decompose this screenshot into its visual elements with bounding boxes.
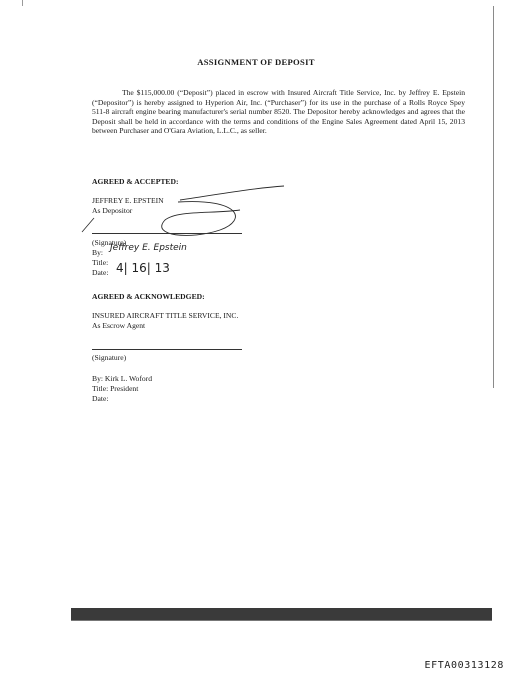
agreed-accepted-heading: AGREED & ACCEPTED: (92, 177, 179, 186)
depositor-by-label: By: (92, 248, 103, 257)
depositor-signature-line (92, 233, 242, 234)
agreed-acknowledged-heading: AGREED & ACKNOWLEDGED: (92, 292, 205, 301)
escrow-agent-name: INSURED AIRCRAFT TITLE SERVICE, INC. (92, 311, 239, 320)
depositor-by-handwritten: Jeffrey E. Epstein (110, 243, 187, 253)
escrow-agent-role: As Escrow Agent (92, 321, 146, 330)
document-id: EFTA00313128 (424, 660, 504, 671)
depositor-signature-label: (Signature) (92, 238, 127, 247)
depositor-name: JEFFREY E. EPSTEIN (92, 196, 164, 205)
scan-artifact-bar-edge (71, 620, 492, 621)
depositor-role: As Depositor (92, 206, 133, 215)
escrow-date-label: Date: (92, 394, 109, 403)
document-title: ASSIGNMENT OF DEPOSIT (197, 57, 315, 67)
depositor-date-handwritten: 4| 16| 13 (116, 261, 170, 275)
depositor-title-label: Title: (92, 258, 109, 267)
assignment-paragraph (92, 88, 465, 136)
assignment-paragraph-text: The $115,000.00 (“Deposit”) placed in escrow with Insured Aircraft Title Service, Inc. by Jeffrey E. Epstein (“Depositor”) is hereby assigned to Hyperion Air, Inc. (“Purchaser”) for its use in the purchase of a Rolls Royce Spey 511-8 aircraft engine bearing manufacturer's serial number 8520. The Depositor hereby acknowledges and agrees that the Deposit shall be held in accordance with the terms and conditions of the Engine Sales Agreement dated April 15, 2013 between Purchaser and O'Gara Aviation, L.L.C., as seller. (92, 88, 465, 136)
escrow-title-line: Title: President (92, 384, 139, 393)
escrow-signature-label: (Signature) (92, 353, 127, 362)
escrow-by-line: By: Kirk L. Woford (92, 374, 152, 383)
escrow-signature-line (92, 349, 242, 350)
depositor-date-label: Date: (92, 268, 109, 277)
scan-edge-left (22, 0, 23, 6)
